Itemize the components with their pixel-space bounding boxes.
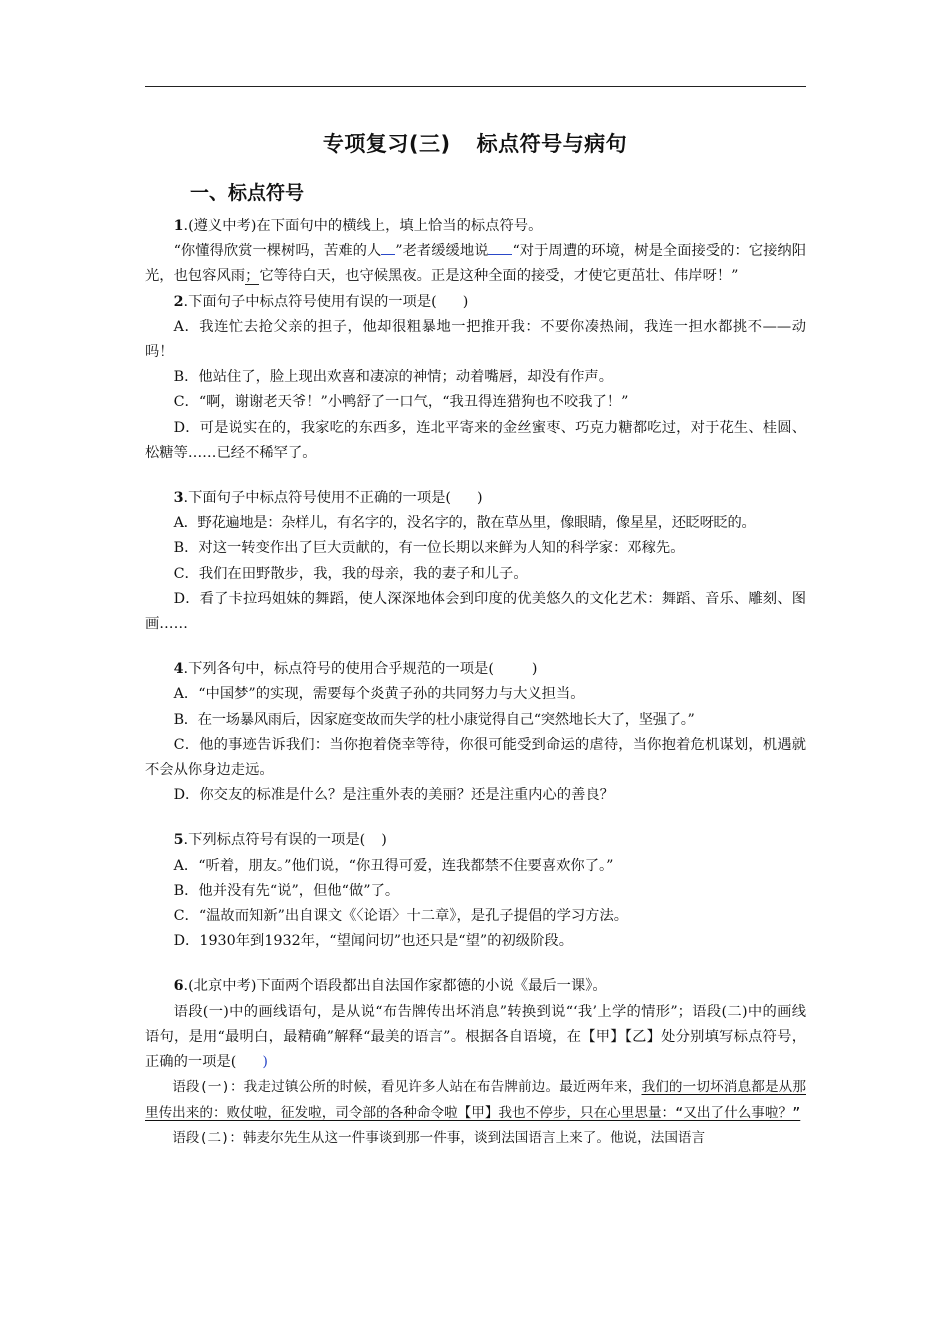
q2-stem: 2.下面句子中标点符号使用有误的一项是( ) [173, 293, 469, 310]
q6-passage-1-underlined: 我们的一切坏消息都是从那里传出来的：败仗啦，征发啦，司令部的各种命令啦【甲】我也不停步，只在心里思量：“又出了什么事啦？” [145, 1079, 806, 1121]
q3-option-c: C．我们在田野散步，我，我的母亲，我的妻子和儿子。 [173, 565, 528, 582]
q3-option-b: B．对这一转变作出了巨大贡献的，有一位长期以来鲜为人知的科学家：邓稼先。 [173, 540, 685, 557]
q5-option-d: D．1930年到1932年，“望闻问切”也还只是“望”的初级阶段。 [173, 933, 573, 950]
q2-option-a: A．我连忙去抢父亲的担子，他却很粗暴地一把推开我：不要你凑热闹，我连一担水都挑不——动吗！ [145, 318, 806, 361]
q4-option-a: A．“中国梦”的实现，需要每个炎黄子孙的共同努力与大义担当。 [173, 686, 585, 703]
q3-option-d: D．看了卡拉玛姐妹的舞蹈，使人深深地体会到印度的优美悠久的文化艺术：舞蹈、音乐、雕刻、图画…… [145, 590, 806, 633]
q4-option-c: C．他的事迹告诉我们：当你抱着侥幸等待，你很可能受到命运的虐待，当你抱着危机谋划，机遇就不会从你身边走远。 [145, 736, 806, 779]
q6-description: 语段(一)中的画线语句，是从说“布告牌传出坏消息”转换到说“‘我’上学的情形”；语段(二)中的画线语句，是用“最明白，最精确”解释“最美的语言”。根据各自语境，在【甲】【乙】处分别填写标点符号，正确的一项是( ) [145, 1003, 806, 1071]
q3-stem: 3.下面句子中标点符号使用不正确的一项是( ) [173, 490, 483, 507]
q5-stem: 5.下列标点符号有误的一项是( ) [173, 832, 387, 849]
top-rule [145, 86, 806, 87]
q1-blank-1[interactable] [381, 254, 395, 255]
q6-passage-1: 语段(一)：我走过镇公所的时候，看见许多人站在布告牌前边。最近两年来，我们的一切坏消息都是从那里传出来的：败仗啦，征发啦，司令部的各种命令啦【甲】我也不停步，只在心里思量：“又出了什么事啦？” [145, 1079, 806, 1121]
q4-stem: 4.下列各句中，标点符号的使用合乎规范的一项是( ) [173, 661, 538, 678]
title-part-1: 专项复习(三) [322, 132, 451, 156]
q1-passage: “你懂得欣赏一棵树吗，苦难的人 ”老者缓缓地说 “对于周遭的环境，树是全面接受的：它接纳阳光，也包容风雨；它等待白天，也守候黑夜。正是这种全面的接受，才使它更茁壮、伟岸呀！” [145, 243, 807, 285]
content [145, 214, 806, 1151]
q4-option-d: D．你交友的标准是什么？是注重外表的美丽？还是注重内心的善良？ [173, 787, 614, 804]
q5-option-b: B．他并没有先“说”，但他“做”了。 [173, 882, 400, 899]
q4-option-b: B．在一场暴风雨后，因家庭变故而失学的杜小康觉得自己“突然地长大了，坚强了。” [173, 711, 695, 728]
q2-option-d: D．可是说实在的，我家吃的东西多，连北平寄来的金丝蜜枣、巧克力糖都吃过，对于花生、桂圆、松糖等……已经不稀罕了。 [145, 419, 806, 461]
section-heading: 一、标点符号 [190, 182, 305, 204]
title-part-2: 标点符号与病句 [476, 132, 628, 156]
q6-stem: 6.(北京中考)下面两个语段都出自法国作家都德的小说《最后一课》。 [173, 978, 607, 995]
q1-blank-2[interactable] [488, 254, 512, 255]
page-title [0, 128, 950, 158]
q1-stem: 1.(遵义中考)在下面句中的横线上，填上恰当的标点符号。 [173, 218, 543, 234]
q3-option-a: A．野花遍地是：杂样儿，有名字的，没名字的，散在草丛里，像眼睛，像星星，还眨呀眨的。 [173, 515, 756, 532]
q5-option-a: A．“听着，朋友。”他们说，“你丑得可爱，连我都禁不住要喜欢你了。” [173, 857, 614, 874]
q1-blank-3[interactable]: ； [245, 268, 260, 285]
q2-option-b: B．他站住了，脸上现出欢喜和凄凉的神情；动着嘴唇，却没有作声。 [173, 369, 614, 386]
q5-option-c: C．“温故而知新”出自课文《〈论语〉十二章》，是孔子提倡的学习方法。 [173, 908, 629, 925]
q6-passage-2: 语段(二)：韩麦尔先生从这一件事谈到那一件事，谈到法国语言上来了。他说，法国语言 [172, 1129, 706, 1146]
q2-option-c: C．“啊，谢谢老天爷！”小鸭舒了一口气，“我丑得连猎狗也不咬我了！” [173, 394, 629, 411]
